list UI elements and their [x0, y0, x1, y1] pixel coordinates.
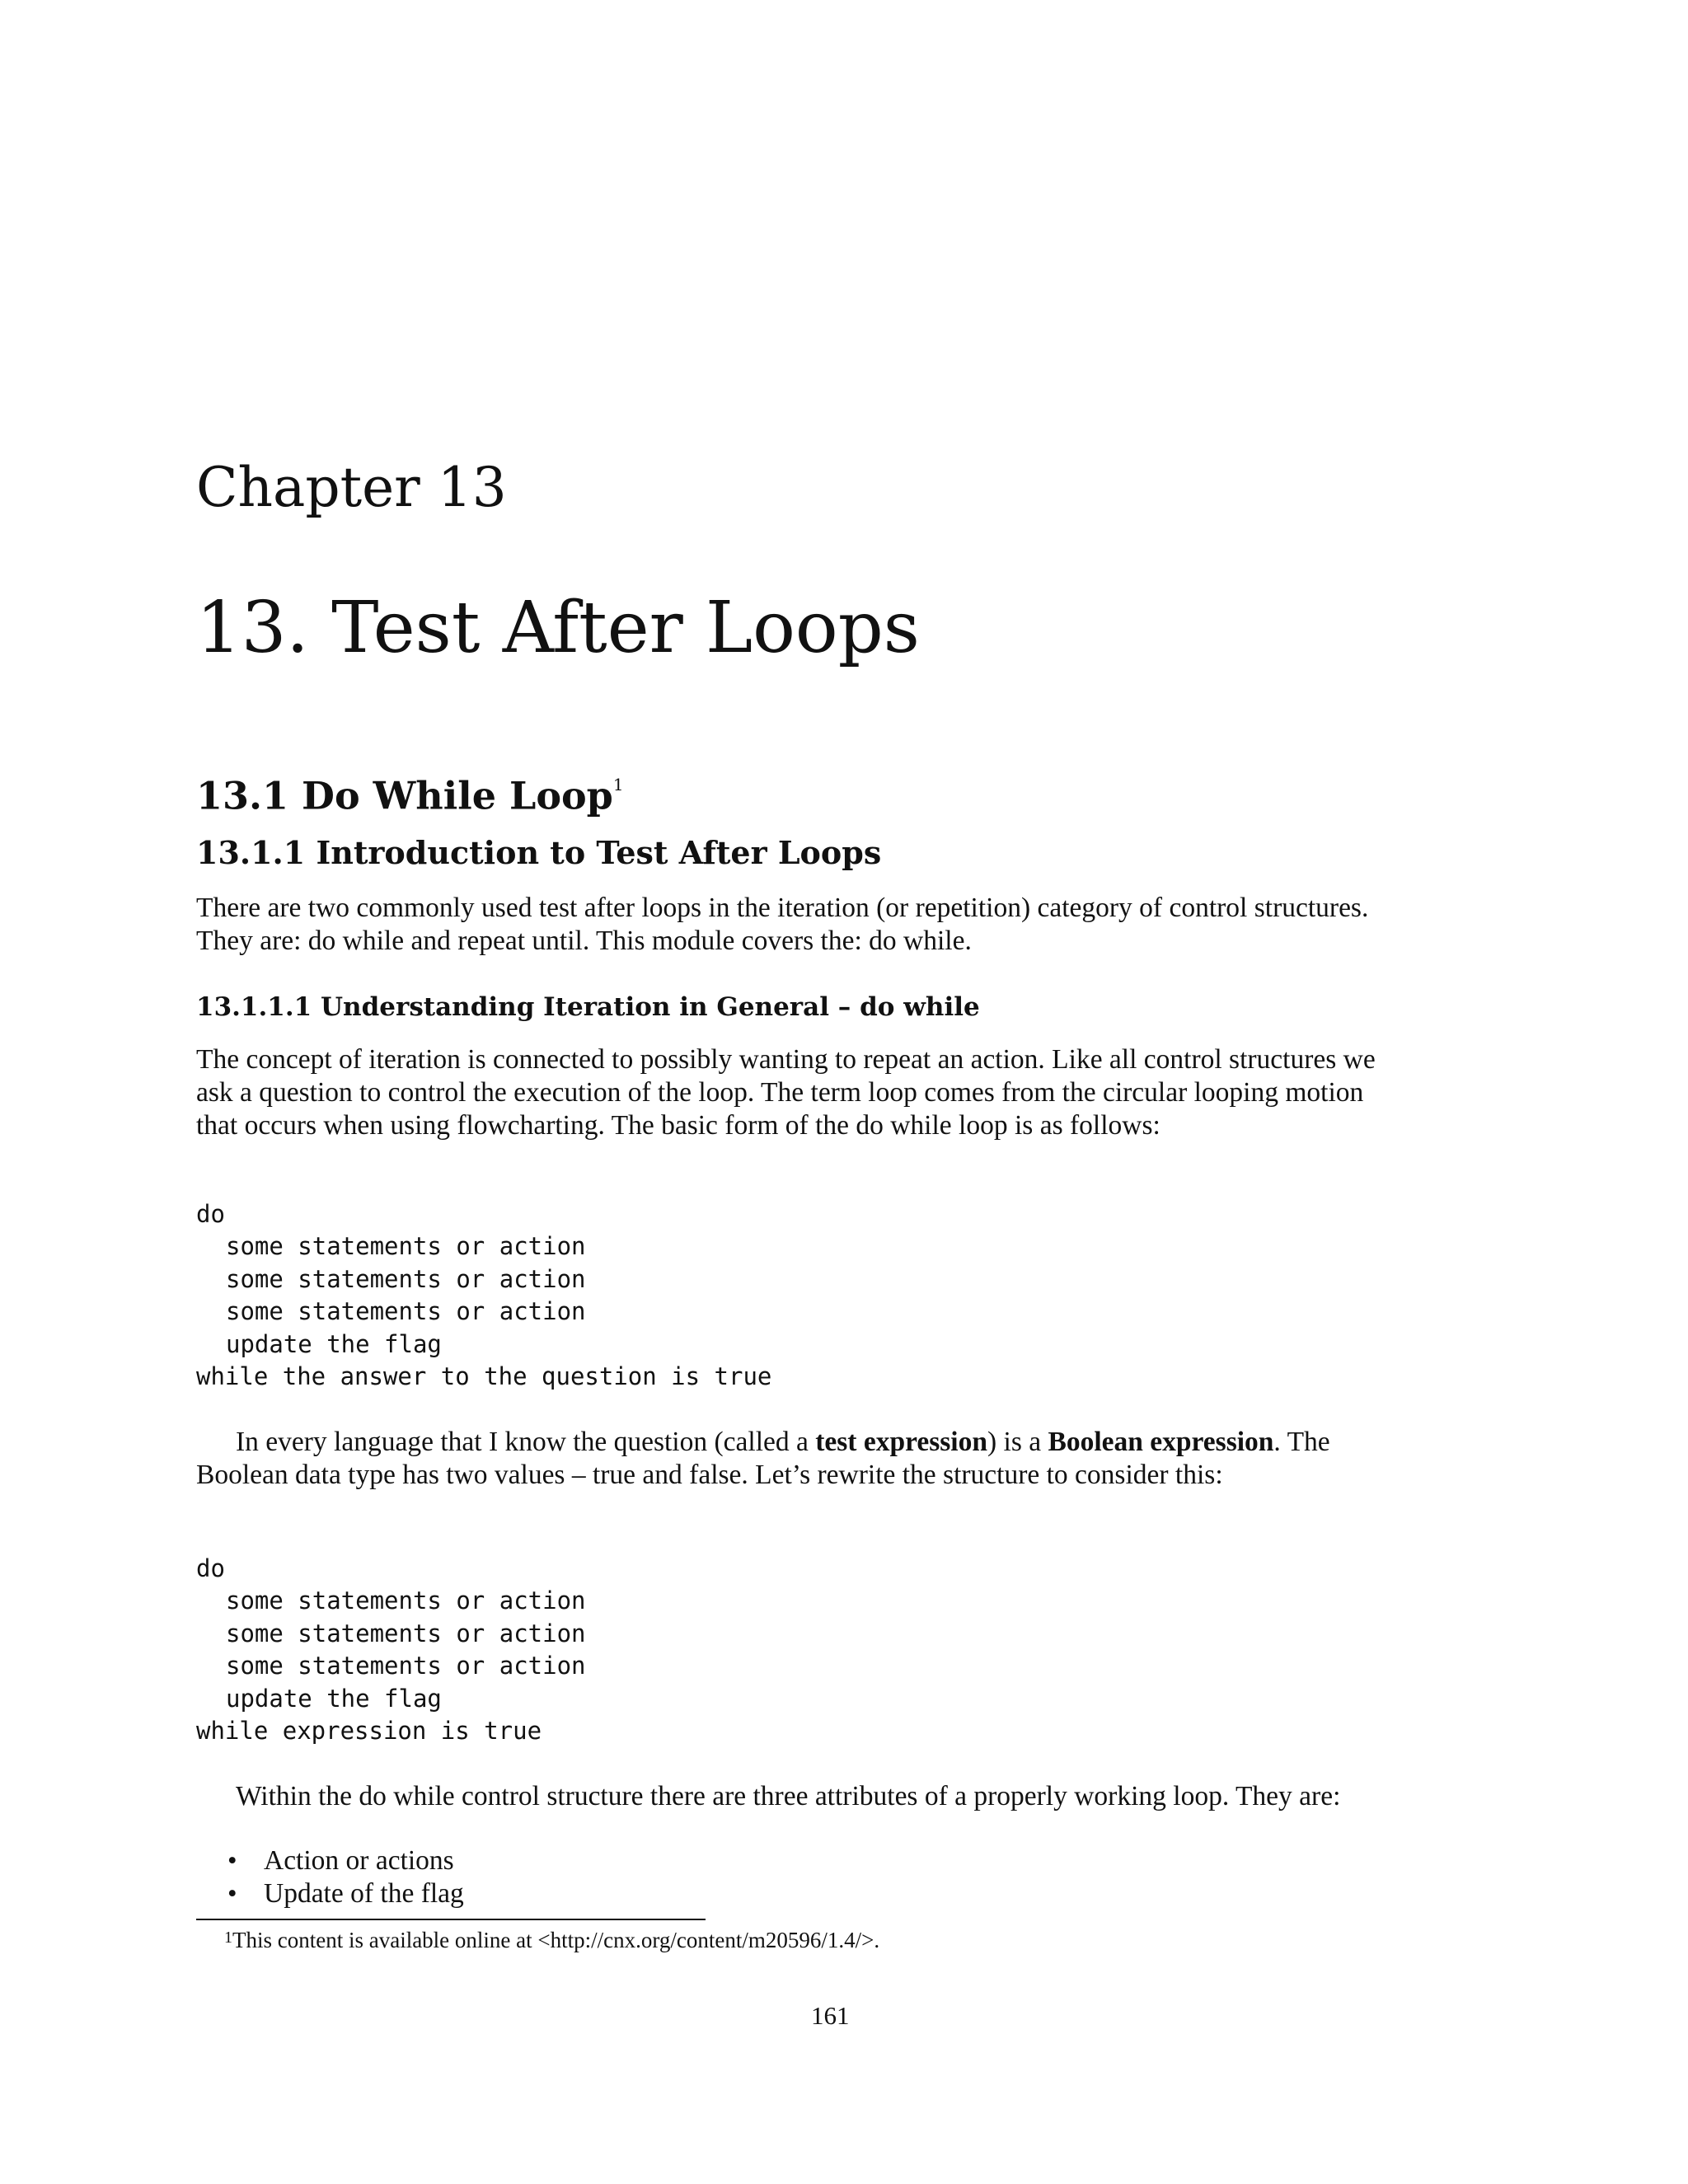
- code-line: some statements or action: [226, 1232, 586, 1261]
- list-item: • Update of the flag: [227, 1877, 464, 1910]
- iteration-paragraph: [196, 1043, 1376, 1142]
- text-run: ) is a: [987, 1427, 1048, 1457]
- code-line: some statements or action: [226, 1619, 586, 1647]
- footnote-rule: [196, 1919, 706, 1920]
- section-heading: [196, 766, 624, 818]
- footnote-reference[interactable]: 1: [612, 775, 624, 794]
- code-line: update the flag: [226, 1329, 442, 1358]
- code-line: while the answer to the question is true: [196, 1361, 772, 1390]
- term-test-expression: test expression: [815, 1427, 987, 1457]
- code-line: some statements or action: [226, 1264, 586, 1293]
- footnote: [224, 1927, 879, 1956]
- code-line: do: [196, 1200, 225, 1228]
- code-block-boolean-form: [196, 1553, 586, 1747]
- text-run: . The: [1273, 1427, 1330, 1457]
- intro-line: There are two commonly used test after loops in the iteration (or repetition) category of control structures.: [196, 893, 1369, 923]
- section-title: 13.1 Do While Loop: [196, 773, 613, 818]
- chapter-title: 13. Test After Loops: [196, 587, 920, 669]
- term-boolean-expression: Boolean expression: [1048, 1427, 1274, 1457]
- boolean-line-2: Boolean data type has two values – true and false. Let’s rewrite the structure to consider this:: [196, 1460, 1223, 1490]
- intro-paragraph: [196, 892, 1368, 958]
- iteration-line: that occurs when using flowcharting. The basic form of the do while loop is as follows:: [196, 1110, 1160, 1141]
- footnote-marker: 1: [224, 1929, 232, 1947]
- code-line: some statements or action: [226, 1652, 586, 1680]
- code-line: update the flag: [226, 1684, 442, 1713]
- page-number: 161: [811, 2001, 850, 2030]
- subsubsection-heading: 13.1.1.1 Understanding Iteration in General – do while: [196, 992, 980, 1022]
- boolean-line-1: [196, 1426, 1330, 1459]
- text-run: In every language that I know the question (called a: [236, 1427, 816, 1457]
- attributes-list: [227, 1844, 464, 1910]
- code-line: while expression is true: [196, 1716, 542, 1745]
- intro-line: They are: do while and repeat until. This module covers the: do while.: [196, 926, 972, 956]
- code-line: some statements or action: [226, 1586, 586, 1615]
- footnote-text[interactable]: This content is available online at <http://cnx.org/content/m20596/1.4/>.: [232, 1928, 880, 1952]
- subsection-heading: 13.1.1 Introduction to Test After Loops: [196, 834, 882, 871]
- code-line: some statements or action: [226, 1297, 586, 1326]
- code-line: do: [196, 1554, 225, 1582]
- iteration-line: The concept of iteration is connected to possibly wanting to repeat an action. Like all control structures we: [196, 1044, 1376, 1075]
- iteration-line: ask a question to control the execution of the loop. The term loop comes from the circular looping motion: [196, 1077, 1364, 1108]
- code-block-basic-form: [196, 1198, 771, 1393]
- list-item: • Action or actions: [227, 1844, 464, 1877]
- chapter-label: Chapter 13: [196, 456, 507, 519]
- attributes-paragraph: Within the do while control structure there are three attributes of a properly working loop. They are:: [236, 1781, 1341, 1811]
- boolean-paragraph: [196, 1426, 1330, 1492]
